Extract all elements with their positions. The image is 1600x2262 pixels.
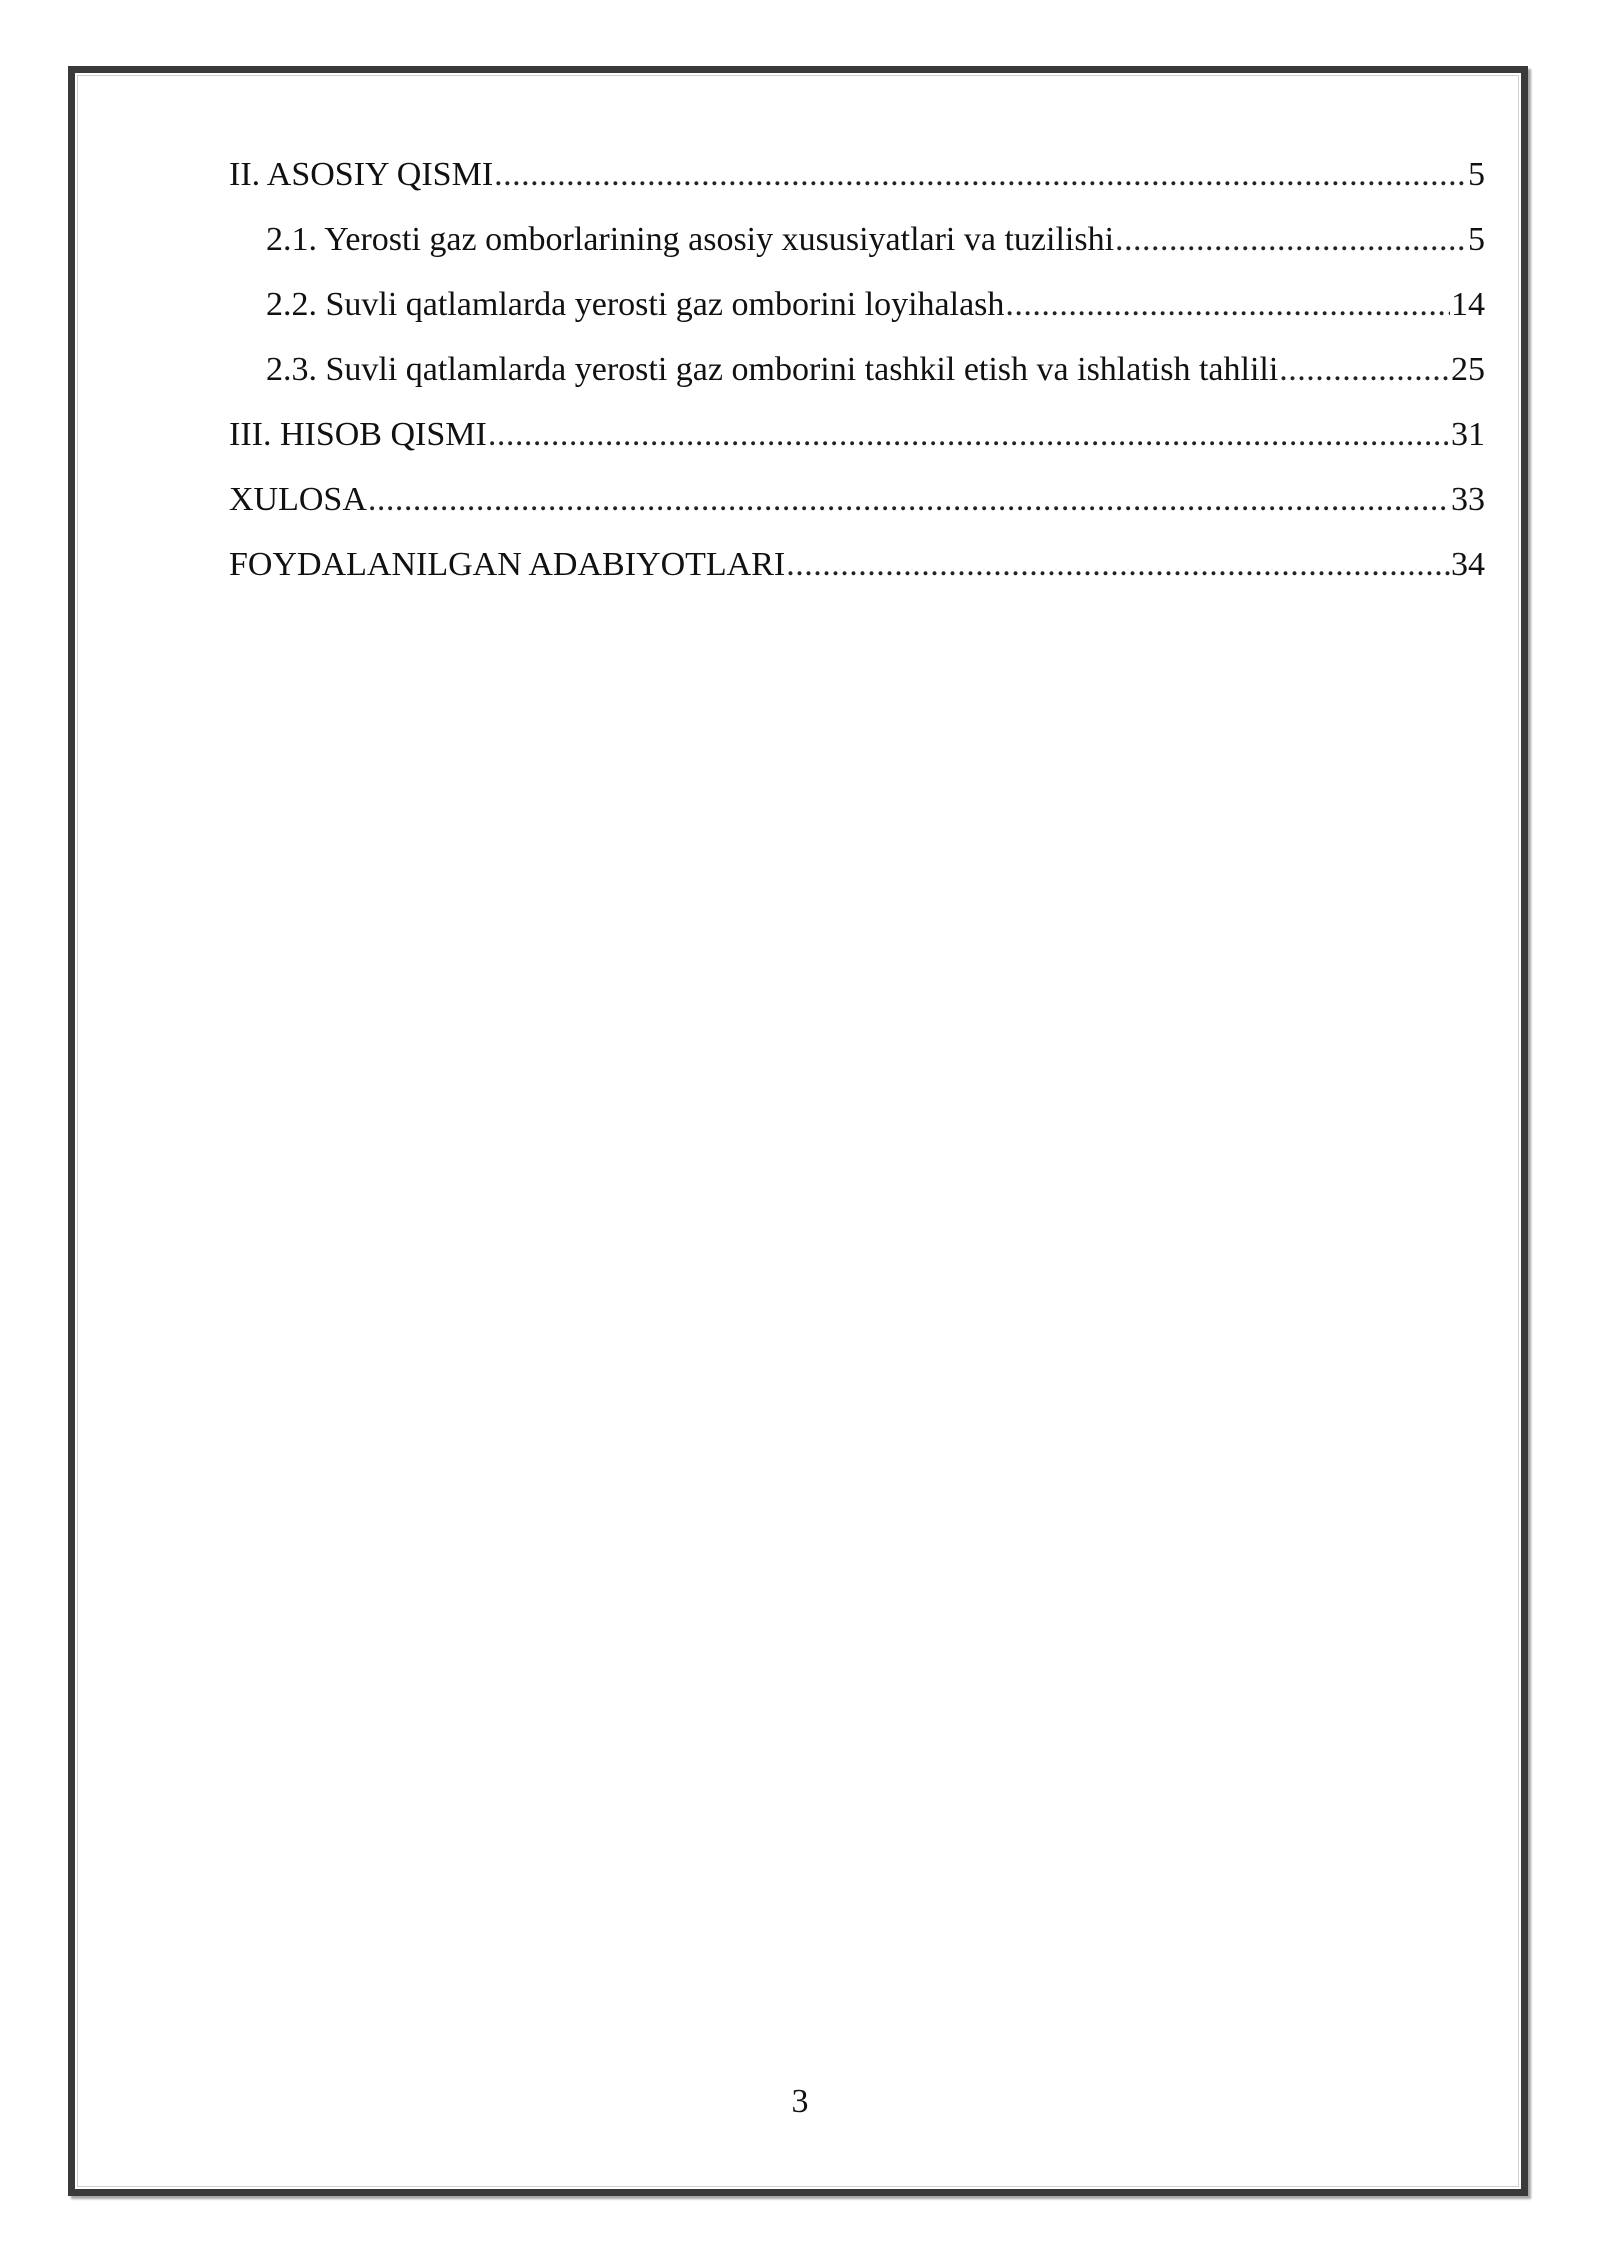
toc-entry-page: 31 [1451, 416, 1485, 453]
toc-entry-asosiy-qismi[interactable] [229, 150, 1485, 215]
toc-entry-title: II. ASOSIY QISMI [229, 156, 494, 193]
toc-entry-2-1[interactable] [229, 215, 1485, 280]
toc-entry-title: 2.3. Suvli qatlamlarda yerosti gaz omborini tashkil etish va ishlatish tahlili [266, 351, 1279, 388]
toc-entry-hisob-qismi[interactable] [229, 410, 1485, 475]
toc-dot-leader [494, 150, 1467, 200]
toc-dot-leader [1005, 280, 1450, 330]
toc-entry-page: 5 [1468, 221, 1485, 258]
toc-entry-page: 5 [1468, 156, 1485, 193]
page-number: 3 [791, 2083, 809, 2120]
toc-dot-leader [488, 410, 1450, 460]
toc-entry-title: 2.1. Yerosti gaz omborlarining asosiy xususiyatlari va tuzilishi [266, 221, 1115, 258]
toc-entry-adabiyotlari[interactable] [229, 540, 1485, 605]
toc-entry-title: III. HISOB QISMI [229, 416, 487, 453]
table-of-contents [229, 150, 1485, 605]
toc-entry-title: XULOSA [229, 481, 367, 518]
toc-dot-leader [786, 540, 1450, 590]
toc-entry-xulosa[interactable] [229, 475, 1485, 540]
toc-entry-page: 25 [1451, 351, 1485, 388]
toc-entry-title: FOYDALANILGAN ADABIYOTLARI [229, 546, 786, 583]
toc-entry-title: 2.2. Suvli qatlamlarda yerosti gaz omborini loyihalash [266, 286, 1005, 323]
toc-dot-leader [368, 475, 1450, 525]
toc-entry-page: 34 [1451, 546, 1485, 583]
toc-entry-2-2[interactable] [229, 280, 1485, 345]
toc-entry-page: 14 [1451, 286, 1485, 323]
toc-dot-leader [1279, 345, 1450, 395]
toc-dot-leader [1115, 215, 1467, 265]
toc-entry-page: 33 [1451, 481, 1485, 518]
toc-entry-2-3[interactable] [229, 345, 1485, 410]
